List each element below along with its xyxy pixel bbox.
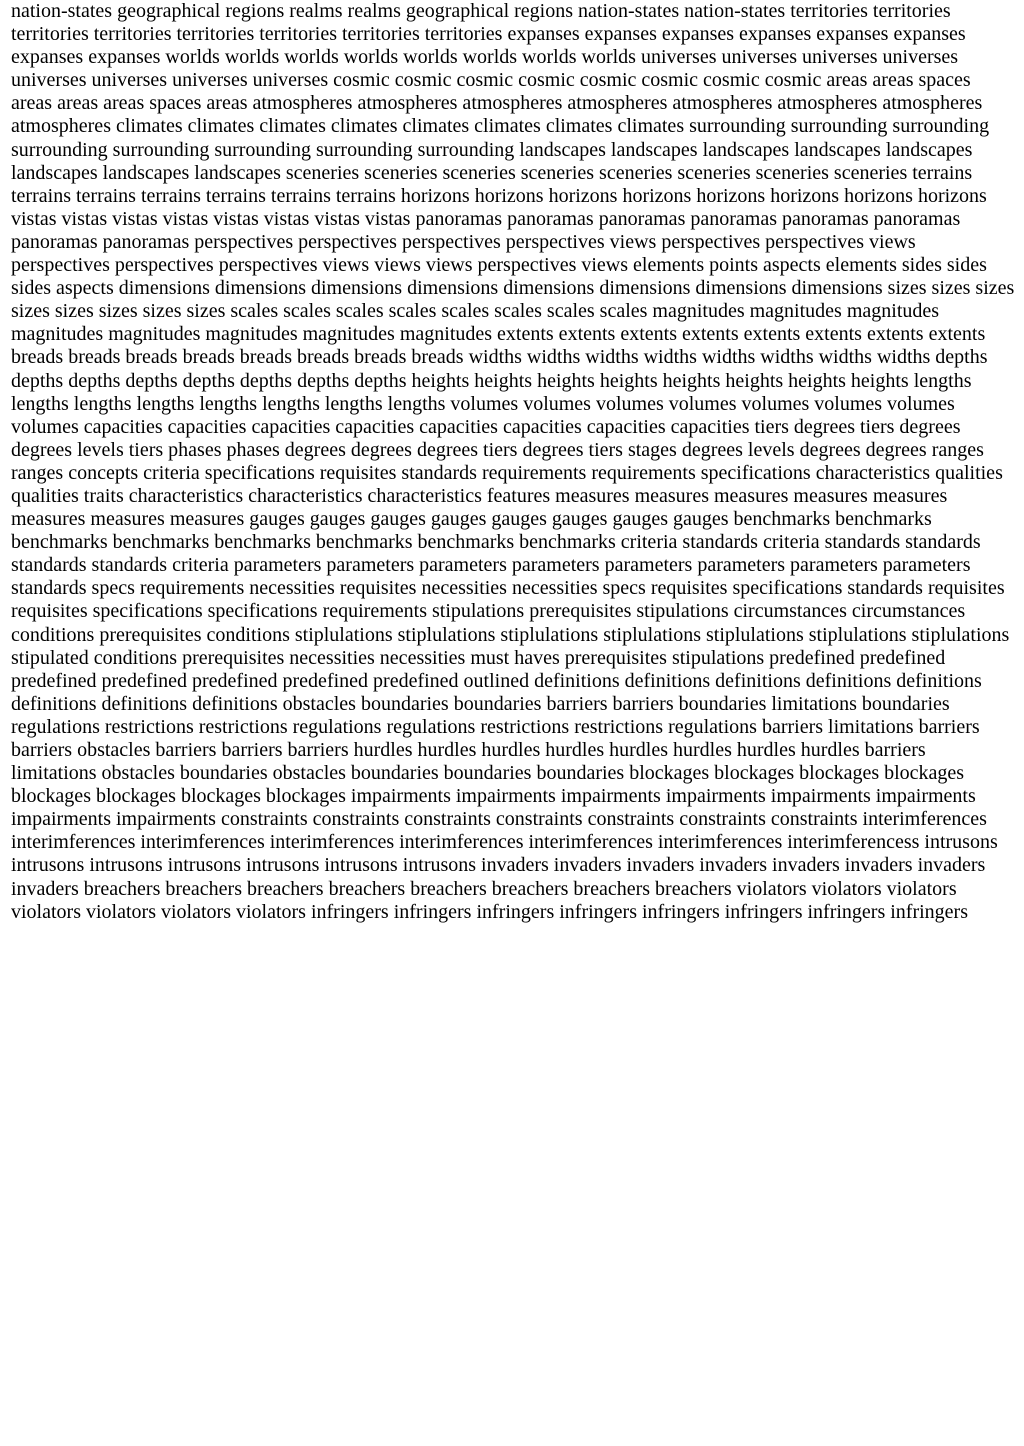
body-paragraph: nation-states geographical regions realms realms geographical regions nation-states nation-states territories territories territories territories territories territories territories territories expanses expanses expanses expanses expanses expanses expanses expanses worlds worlds worlds worlds worlds worlds worlds worlds universes universes universes universes universes universes universes universes cosmic cosmic cosmic cosmic cosmic cosmic cosmic cosmic areas areas spaces areas areas areas spaces areas atmospheres atmospheres atmospheres atmospheres atmospheres atmospheres atmospheres atmospheres climates climates climates climates climates climates climates climates surrounding surrounding surrounding surrounding surrounding surrounding surrounding surrounding landscapes landscapes landscapes landscapes landscapes landscapes landscapes landscapes sceneries sceneries sceneries sceneries sceneries sceneries sceneries sceneries terrains terrains terrains terrains terrains terrains terrains horizons horizons horizons horizons horizons horizons horizons horizons vistas vistas vistas vistas vistas vistas vistas vistas panoramas panoramas panoramas panoramas panoramas panoramas panoramas panoramas perspectives perspectives perspectives perspectives views perspectives perspectives views perspectives perspectives perspectives views views views perspectives views elements points aspects elements sides sides sides aspects dimensions dimensions dimensions dimensions dimensions dimensions dimensions dimensions sizes sizes sizes sizes sizes sizes sizes sizes scales scales scales scales scales scales scales scales magnitudes magnitudes magnitudes magnitudes magnitudes magnitudes magnitudes magnitudes extents extents extents extents extents extents extents extents breads breads breads breads breads breads breads breads widths widths widths widths widths widths widths widths depths depths depths depths depths depths depths depths heights heights heights heights heights heights heights heights lengths lengths lengths lengths lengths lengths lengths lengths volumes volumes volumes volumes volumes volumes volumes volumes capacities capacities capacities capacities capacities capacities capacities capacities tiers degrees tiers degrees degrees levels tiers phases phases degrees degrees degrees tiers degrees tiers stages degrees levels degrees degrees ranges ranges concepts criteria specifications requisites standards requirements requirements specifications characteristics qualities qualities traits characteristics characteristics characteristics features measures measures measures measures measures measures measures measures gauges gauges gauges gauges gauges gauges gauges gauges benchmarks benchmarks benchmarks benchmarks benchmarks benchmarks benchmarks benchmarks criteria standards criteria standards standards standards standards criteria parameters parameters parameters parameters parameters parameters parameters parameters standards specs requirements necessities requisites necessities necessities specs requisites specifications standards requisites requisites specifications specifications requirements stipulations prerequisites stipulations circumstances circumstances conditions prerequisites conditions stiplulations stiplulations stiplulations stiplulations stiplulations stiplulations stiplulations stipulated conditions prerequisites necessities necessities must haves prerequisites stipulations predefined predefined predefined predefined predefined predefined predefined outlined definitions definitions definitions definitions definitions definitions definitions definitions obstacles boundaries boundaries barriers barriers boundaries limitations boundaries regulations restrictions restrictions regulations regulations restrictions restrictions regulations barriers limitations barriers barriers obstacles barriers barriers barriers hurdles hurdles hurdles hurdles hurdles hurdles hurdles hurdles barriers limitations obstacles boundaries obstacles boundaries boundaries boundaries blockages blockages blockages blockages blockages blockages blockages blockages impairments impairments impairments impairments impairments impairments impairments impairments constraints constraints constraints constraints constraints constraints constraints interimferences interimferences interimferences interimferences interimferences interimferences interimferences interimferencess intrusons intrusons intrusons intrusons intrusons intrusons intrusons invaders invaders invaders invaders invaders invaders invaders invaders breachers breachers breachers breachers breachers breachers breachers breachers violators violators violators violators violators violators violators infringers infringers infringers infringers infringers infringers infringers infringers [11,0,1015,923]
